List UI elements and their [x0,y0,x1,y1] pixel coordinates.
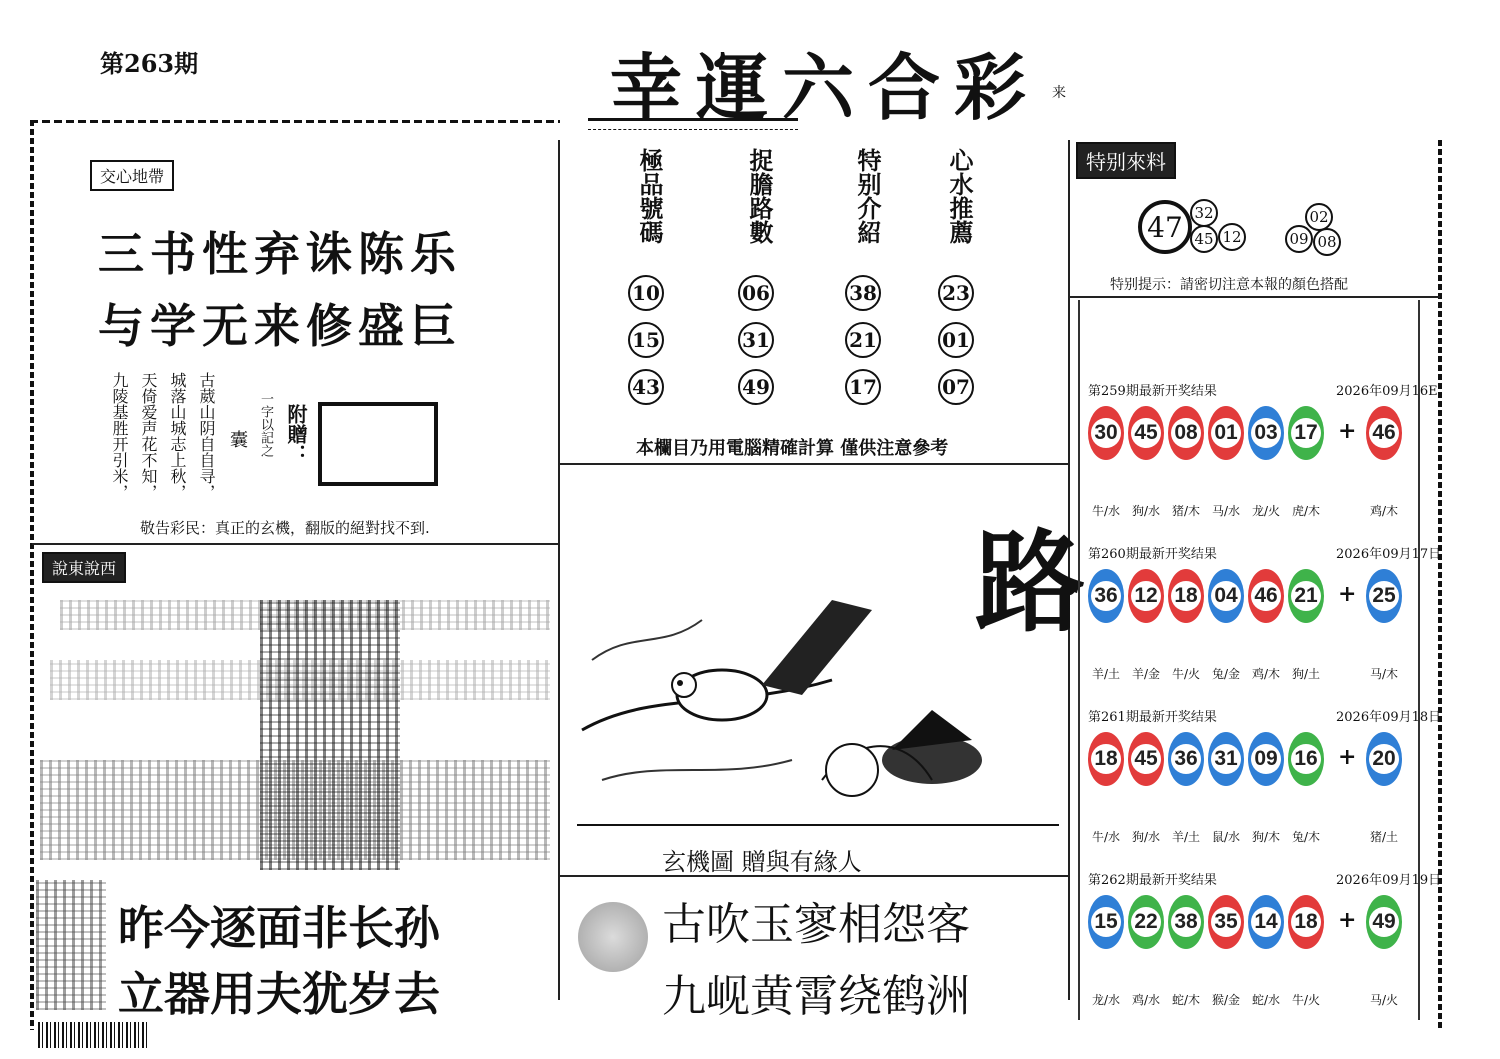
scan-noise-5 [36,880,106,1010]
zodiac-label: 羊/土 [1171,830,1201,844]
left-border [30,120,34,1030]
small-poem [108,372,218,512]
zodiac-label: 蛇/水 [1251,993,1281,1007]
result-date: 2026年09月17日 [1336,547,1442,562]
right-border [1438,140,1442,1030]
number-circle: 01 [938,322,974,358]
answer-box [318,402,438,486]
zodiac-label: 鸡/木 [1369,504,1399,518]
result-title: 第262期最新开奖结果 [1088,873,1217,888]
zodiac-label: 牛/水 [1091,830,1121,844]
ball-number: 03 [1251,418,1281,448]
ball-number: 25 [1369,581,1399,611]
number-circle: 15 [628,322,664,358]
ball-number: 46 [1251,581,1281,611]
ball-number: 22 [1131,907,1161,937]
ball-number: 36 [1091,581,1121,611]
small-poem-line: 九陵基胜开引米， [110,372,129,500]
ball-number: 30 [1091,418,1121,448]
zodiac-label: 马/木 [1369,667,1399,681]
plus-sign: + [1338,418,1357,444]
small-circle: 02 [1305,203,1333,231]
zodiac-label: 龙/水 [1091,993,1121,1007]
ball-number: 04 [1211,581,1241,611]
number-circle: 23 [938,275,974,311]
ball-number: 16 [1291,744,1321,774]
ball-number: 38 [1171,907,1201,937]
column-header-3: 特别介紹 [853,148,882,244]
number-circle: 43 [628,369,664,405]
small-circle: 09 [1285,225,1313,253]
zodiac-label: 马/火 [1369,993,1399,1007]
ball-number: 45 [1131,744,1161,774]
ball-number: 36 [1171,744,1201,774]
plus-sign: + [1338,581,1357,607]
zodiac-label: 羊/金 [1131,667,1161,681]
divider-left [558,140,560,1000]
number-circle: 07 [938,369,974,405]
zodiac-label: 狗/木 [1251,830,1281,844]
right-divider [1070,296,1440,298]
zodiac-label: 鸡/水 [1131,993,1161,1007]
ball-number: 45 [1131,418,1161,448]
zodiac-label: 兔/木 [1291,830,1321,844]
column-header-1: 極品號碼 [635,148,664,244]
ball-number: 12 [1131,581,1161,611]
heart-zone-tag: 交心地帶 [90,160,174,191]
small-circle: 12 [1218,223,1246,251]
center-divider-1 [560,463,1068,465]
zodiac-label: 狗/水 [1131,504,1161,518]
zodiac-label: 龙/火 [1251,504,1281,518]
zodiac-label: 猪/土 [1369,830,1399,844]
ball-number: 35 [1211,907,1241,937]
bottom-poem-line-1: 昨今逐面非长孙 [118,892,440,958]
one-char-label: 一字以記之 [258,392,273,457]
number-circle: 38 [845,275,881,311]
center-poem-line-2: 九岘黄霄绕鹤洲 [662,971,970,1022]
ball-number: 08 [1171,418,1201,448]
ball-number: 20 [1369,744,1399,774]
ball-number: 46 [1369,418,1399,448]
big-number: 47 [1147,210,1183,244]
column-header-4: 心水推薦 [945,148,974,244]
result-title: 第261期最新开奖结果 [1088,710,1217,725]
bottom-poem-line-2: 立器用夫犹岁去 [118,958,440,1024]
picture-caption: 玄機圖 贈與有緣人 [662,848,862,876]
small-poem-line: 古葳山阴自自寻， [197,372,216,500]
ball-number: 18 [1171,581,1201,611]
ball-number: 18 [1291,907,1321,937]
zodiac-label: 牛/火 [1171,667,1201,681]
title-ornament [588,118,798,130]
ball-number: 17 [1291,418,1321,448]
ball-number: 01 [1211,418,1241,448]
left-mid-divider [32,543,558,545]
big-number-circle [1138,200,1192,254]
ball-number: 09 [1251,744,1281,774]
zodiac-label: 猪/木 [1171,504,1201,518]
small-circle: 45 [1190,225,1218,253]
scan-noise-4 [40,760,550,860]
page-title: 幸運六合彩 [610,45,1041,130]
number-circle: 17 [845,369,881,405]
special-material-tag: 特别來料 [1076,142,1176,179]
result-date: 2026年09月16E [1336,384,1438,399]
poem-line-1: 三书性弃诛陈乐 [98,227,462,281]
zodiac-label: 虎/木 [1291,504,1321,518]
zodiac-label: 鼠/水 [1211,830,1241,844]
small-circle: 32 [1190,199,1218,227]
plus-sign: + [1338,907,1357,933]
number-circle: 21 [845,322,881,358]
ball-number: 21 [1291,581,1321,611]
column-header-2: 捉膽路數 [745,148,774,244]
zodiac-label: 蛇/木 [1171,993,1201,1007]
talk-tag: 說東說西 [42,552,126,583]
zodiac-label: 牛/水 [1091,504,1121,518]
zodiac-label: 羊/土 [1091,667,1121,681]
yinyang-icon [578,902,648,972]
ball-number: 18 [1091,744,1121,774]
result-date: 2026年09月19日 [1336,873,1442,888]
nang-char: 囊 [230,430,248,451]
zodiac-label: 猴/金 [1211,993,1241,1007]
poem-line-2: 与学无来修盛巨 [98,299,462,353]
result-title: 第260期最新开奖结果 [1088,547,1217,562]
fuzeng-label: 附贈： [284,404,308,464]
picture-char: 路 [975,518,1085,647]
small-circle: 08 [1313,228,1341,256]
plus-sign: + [1338,744,1357,770]
top-border-left [30,120,560,123]
small-poem-line: 天倚爱声花不知， [139,372,158,500]
computer-note: 本欄目乃用電腦精確計算 僅供注意參考 [636,438,949,459]
center-poem-line-1: 古吹玉寥相怨客 [662,899,970,950]
number-circle: 49 [738,369,774,405]
zodiac-label: 鸡/木 [1251,667,1281,681]
title-sub: 来 [1052,85,1066,101]
number-circle: 31 [738,322,774,358]
warning-text: 敬告彩民：真正的玄機，翻版的絕對找不到. [140,519,430,537]
special-hint: 特别提示：請密切注意本報的顏色搭配 [1110,277,1348,293]
ball-number: 15 [1091,907,1121,937]
zodiac-label: 狗/水 [1131,830,1161,844]
result-date: 2026年09月18日 [1336,710,1442,725]
barcode [38,1022,148,1048]
zodiac-label: 马/水 [1211,504,1241,518]
number-circle: 10 [628,275,664,311]
zodiac-label: 兔/金 [1211,667,1241,681]
result-title: 第259期最新开奖结果 [1088,384,1217,399]
number-circle: 06 [738,275,774,311]
issue-number: 第263期 [100,49,199,78]
results-frame [1078,300,1420,1020]
ball-number: 49 [1369,907,1399,937]
small-poem-line: 城落山城志上秋， [168,372,187,500]
ball-number: 14 [1251,907,1281,937]
zodiac-label: 狗/土 [1291,667,1321,681]
zodiac-label: 牛/火 [1291,993,1321,1007]
ball-number: 31 [1211,744,1241,774]
